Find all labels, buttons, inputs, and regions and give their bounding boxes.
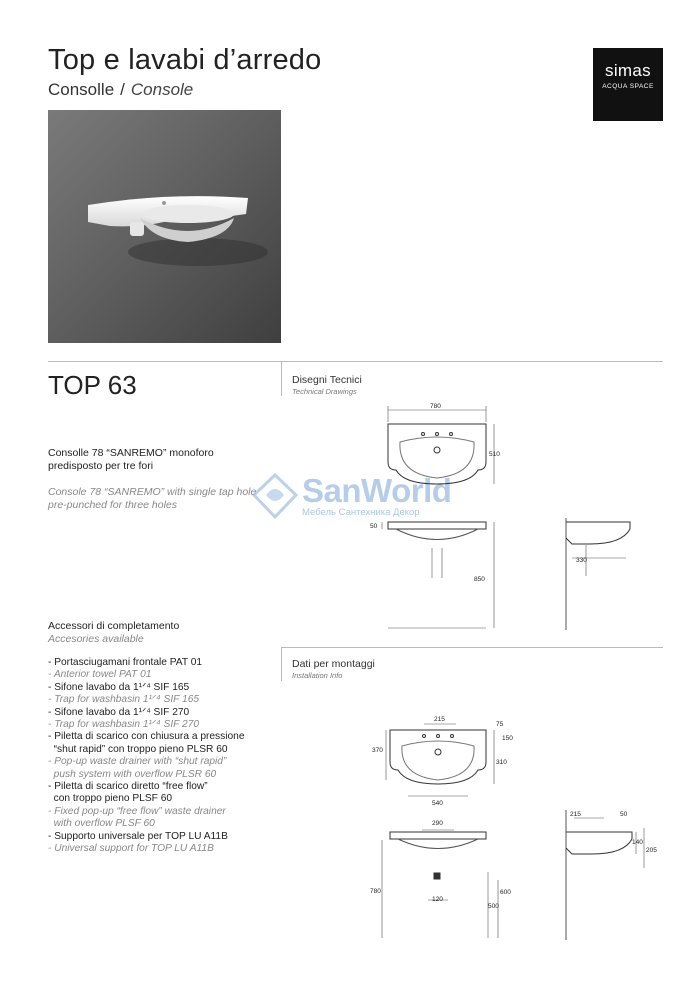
dim-inst-120: 120 (432, 896, 443, 903)
dim-inst-500: 500 (488, 903, 499, 910)
page-title: Top e lavabi d’arredo (48, 44, 322, 76)
accessory-item: - Piletta di scarico diretto “free flow” (48, 781, 208, 793)
dim-inst-310: 310 (496, 759, 507, 766)
dim-inst-75: 75 (496, 721, 504, 728)
dim-inst-side-50: 50 (620, 811, 628, 818)
product-photo (48, 110, 281, 343)
accessory-item: - Trap for washbasin 1¹ᐟ⁴ SIF 165 (48, 694, 200, 706)
dim-inst-150: 150 (502, 735, 513, 742)
dim-tech-height: 850 (474, 576, 485, 583)
accessory-item: - Fixed pop-up “free flow” waste drainer (48, 805, 226, 817)
watermark-name: SanWorld (302, 472, 452, 509)
accessories-list (48, 657, 288, 856)
dim-inst-side-215: 215 (570, 811, 581, 818)
dim-inst-215: 215 (434, 716, 445, 723)
vertical-divider-2 (281, 647, 282, 681)
dim-inst-600: 600 (500, 889, 511, 896)
dim-inst-370: 370 (372, 747, 383, 754)
accessory-item: - Piletta di scarico con chiusura a pressione (48, 731, 245, 743)
accessory-item: - Pop-up waste drainer with “shut rapid” (48, 756, 227, 768)
subtitle-it: Consolle (48, 80, 115, 99)
dim-tech-depth: 510 (489, 451, 500, 458)
section-divider (48, 361, 663, 362)
subtitle-separator: / (120, 80, 125, 99)
accessory-item: con troppo pieno PLSF 60 (48, 793, 173, 805)
technical-heading: Disegni Tecnici (292, 374, 362, 386)
dim-inst-side-140: 140 (632, 839, 643, 846)
simas-logo (593, 48, 663, 121)
washbasin-photo-illustration (48, 110, 281, 343)
accessory-item: push system with overflow PLSR 60 (48, 768, 217, 780)
accessory-item: - Supporto universale per TOP LU A11B (48, 830, 228, 842)
dim-inst-540: 540 (432, 800, 443, 807)
accessory-item: - Sifone lavabo da 1¹ᐟ⁴ SIF 270 (48, 706, 190, 718)
technical-drawings (360, 398, 660, 638)
dim-tech-width: 780 (430, 403, 441, 410)
accessory-item: - Sifone lavabo da 1¹ᐟ⁴ SIF 165 (48, 681, 190, 693)
logo-subtitle: ACQUA SPACE (602, 83, 654, 90)
installation-heading: Dati per montaggi (292, 658, 375, 670)
accessories-heading-en: Accesories available (48, 633, 144, 645)
accessory-item: “shut rapid” con troppo pieno PLSR 60 (48, 743, 228, 755)
product-description: Consolle 78 “SANREMO” monoforo predisposto per tre fori (48, 447, 214, 472)
dim-inst-780: 780 (370, 888, 381, 895)
accessory-item: with overflow PLSF 60 (48, 818, 155, 830)
accessory-item: - Trap for washbasin 1¹ᐟ⁴ SIF 270 (48, 719, 200, 731)
vertical-divider (281, 362, 282, 396)
watermark-tag: Мебель Сантехника Декор (302, 507, 420, 518)
dim-tech-side: 330 (576, 557, 587, 564)
product-description-en: Console 78 “SANREMO” with single tap hole pre-punched for three holes (48, 486, 257, 511)
dim-inst-side-205: 205 (646, 847, 657, 854)
subtitle-en: Console (130, 80, 194, 99)
technical-heading-en: Technical Drawings (292, 387, 357, 396)
installation-divider (281, 647, 663, 648)
product-name: TOP 63 (48, 370, 137, 400)
accessory-item: - Universal support for TOP LU A11B (48, 843, 214, 855)
accessory-item: - Portasciugamani frontale PAT 01 (48, 657, 203, 668)
installation-drawings (360, 690, 660, 945)
installation-heading-en: Installation Info (292, 671, 343, 680)
accessory-item: - Anterior towel PAT 01 (48, 669, 152, 681)
watermark-icon (250, 473, 300, 524)
dim-tech-rim: 50 (370, 523, 378, 530)
dim-inst-290: 290 (432, 820, 443, 827)
page-subtitle (48, 80, 193, 100)
logo-brand: simas (605, 61, 651, 80)
accessories-heading: Accessori di completamento (48, 620, 180, 632)
